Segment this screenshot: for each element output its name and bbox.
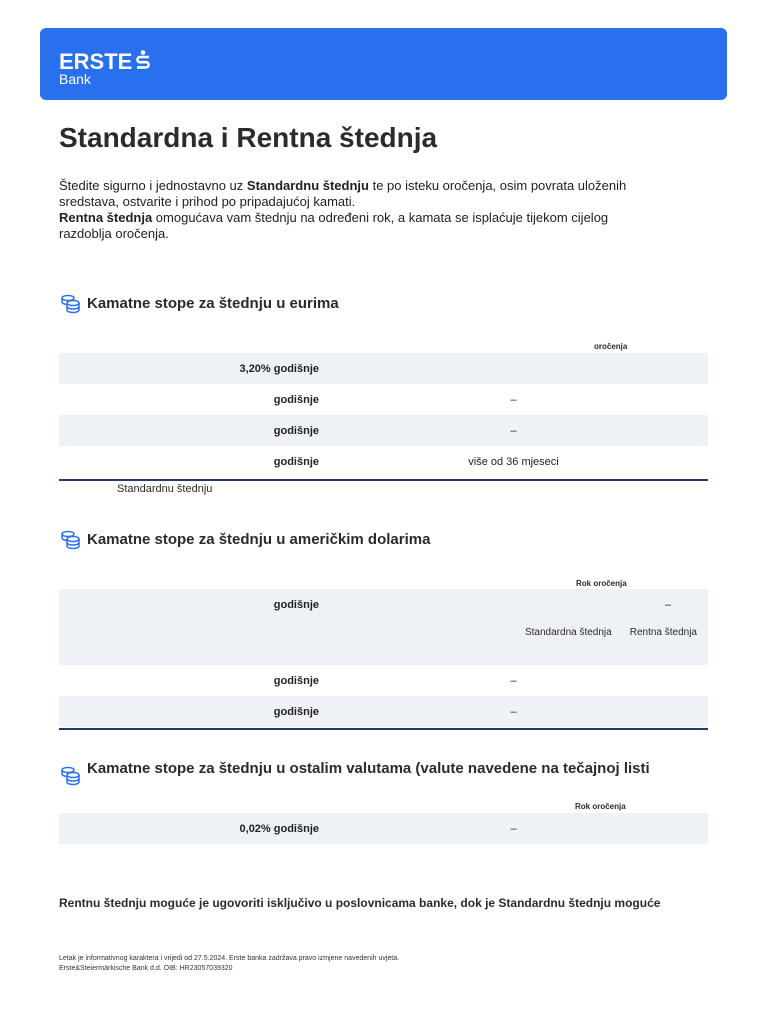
term-cell: – [510,393,517,406]
table-row [59,589,708,665]
col-header-term: Rok oročenja [576,579,627,588]
coins-icon [59,528,81,550]
table-row [59,813,708,844]
table-row [59,384,708,415]
sub-label-standard: Standardna štednja [524,627,612,638]
footer [59,954,399,974]
section-other-title: Kamatne stope za štednju u ostalim valutama (valute navedene na tečajnoj listi [59,750,650,786]
sub-label-rentna: Rentna štednja [629,627,697,638]
term-cell: – [319,696,708,727]
rate-cell: godišnje [273,393,319,406]
table-divider [59,479,708,481]
rates-table-eur [59,353,708,477]
rate-cell: 0,02% godišnje [59,813,319,844]
rates-table-other [59,813,708,844]
table-row [59,665,708,696]
table-note: Standardnu štednju [117,483,213,495]
col-header-term: Rok oročenja [575,802,626,811]
coins-icon [59,764,81,786]
table-divider [59,728,708,730]
footer-line-2: Erste&Steiermärkische Bank d.d. OIB: HR23057039320 [59,965,233,972]
coins-icon [59,292,81,314]
rate-cell: godišnje [273,674,319,687]
rate-cell: 3,20% godišnje [59,353,319,384]
col-header-term: oročenja [594,342,628,351]
term-cell: – [664,599,671,611]
section-eur-title: Kamatne stope za štednju u eurima [59,292,339,314]
intro-text [59,178,639,242]
intro-paragraph-2: Rentna štednja omogućava vam štednju na određeni rok, a kamata se isplaćuje tijekom cijelog razdoblja oročenja. [59,210,609,241]
term-cell: – [319,813,708,844]
rates-table-usd [59,589,708,727]
section-usd-title: Kamatne stope za štednju u američkim dolarima [59,528,430,550]
table-row [59,415,708,446]
term-cell: više od 36 mjeseci [468,455,559,468]
bottom-note: Rentnu štednju moguće je ugovoriti isključivo u poslovnicama banke, dok je Standardnu štednju moguće [59,896,661,910]
erste-logo[interactable] [59,50,151,85]
term-cell [319,353,708,384]
header-banner [40,28,727,100]
table-row [59,446,708,477]
table-row [59,696,708,727]
term-cell: – [319,415,708,446]
intro-paragraph-1: Štedite sigurno i jednostavno uz Standardnu štednju te po isteku oročenja, osim povrata uloženih sredstava, ostvarite i prihod po pripadajućoj kamati. [59,178,627,209]
rate-cell: godišnje [59,589,319,665]
brand-sub: Bank [59,71,91,87]
rate-cell: godišnje [273,455,319,468]
rate-cell: godišnje [59,696,319,727]
footer-line-1: Letak je informativnog karaktera i vrijedi od 27.5.2024. Erste banka zadržava pravo izmjene navedenih uvjeta. [59,955,400,962]
erste-s-icon [135,50,151,74]
rate-cell: godišnje [59,415,319,446]
term-cell-split [319,589,708,665]
table-row [59,353,708,384]
sub-column-labels [319,627,708,638]
brand-name: ERSTE [59,49,133,74]
term-cell: – [510,674,517,687]
page-title: Standardna i Rentna štednja [59,122,438,153]
